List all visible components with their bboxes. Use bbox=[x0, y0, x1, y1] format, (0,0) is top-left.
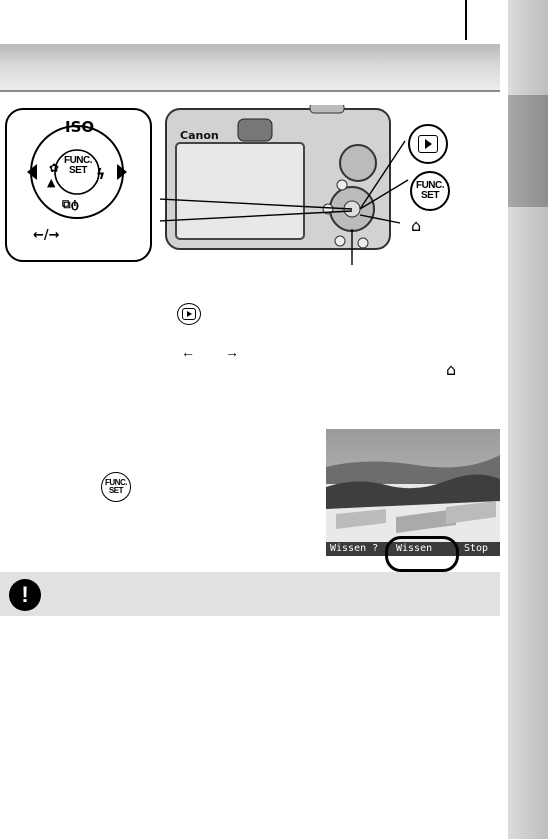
set-label: SET bbox=[69, 165, 87, 176]
erase-icon: ⌂ bbox=[411, 216, 422, 235]
section-header-bar bbox=[0, 44, 500, 92]
caution-box bbox=[0, 572, 500, 616]
right-arrow-icon: → bbox=[225, 344, 239, 360]
highlight-oval bbox=[385, 536, 459, 572]
func-set-label bbox=[63, 156, 93, 176]
control-dial-inset bbox=[5, 108, 152, 262]
page-number-rule bbox=[465, 0, 467, 40]
photo-left-text: Wissen ? bbox=[330, 543, 379, 554]
playback-button-callout bbox=[408, 124, 448, 164]
func-set-button-callout bbox=[410, 171, 450, 211]
inline-playback-icon bbox=[177, 303, 201, 325]
func-set-icon: FUNC. SET bbox=[415, 180, 445, 201]
svg-text:▲: ▲ bbox=[47, 176, 56, 189]
photo-middle-text: Wissen bbox=[396, 543, 433, 554]
svg-text:✿: ✿ bbox=[49, 161, 60, 175]
photo-right-text: Stop bbox=[464, 543, 489, 554]
svg-text:ϟ: ϟ bbox=[96, 167, 106, 183]
side-tab-band bbox=[508, 95, 548, 207]
camera-brand-text: Canon bbox=[180, 129, 219, 142]
left-arrow-icon: ← bbox=[181, 344, 195, 360]
playback-icon bbox=[418, 135, 438, 153]
side-tab bbox=[508, 0, 548, 839]
caution-icon: ! bbox=[9, 579, 41, 611]
inline-func-set-icon: FUNC. SET bbox=[101, 472, 131, 502]
svg-text:⧉ტ: ⧉ტ bbox=[62, 197, 79, 211]
func-label: FUNC. bbox=[63, 155, 93, 166]
inline-erase-icon: ⌂ bbox=[446, 360, 457, 379]
iso-label: ISO bbox=[65, 118, 95, 136]
left-right-arrows-label: ←/→ bbox=[33, 228, 60, 243]
